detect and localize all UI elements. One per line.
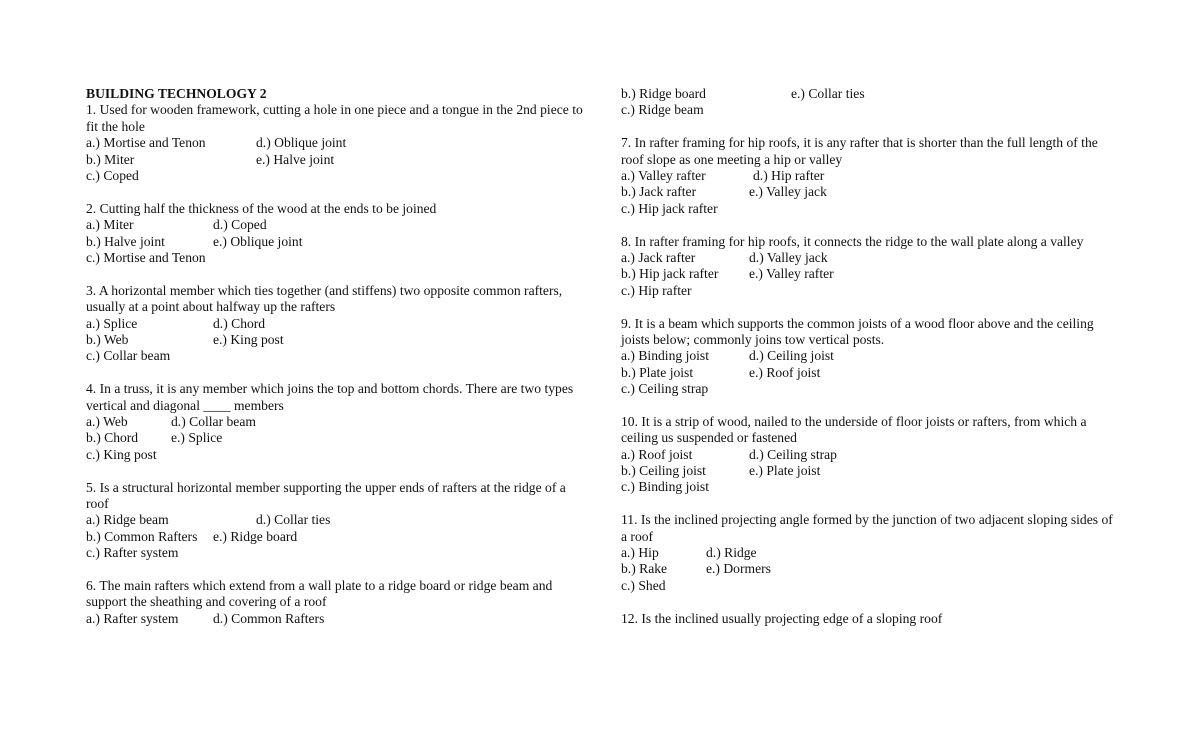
option-c: c.) Hip jack rafter <box>621 200 718 216</box>
option-e: e.) Roof joist <box>749 364 821 380</box>
left-column <box>86 86 586 627</box>
question-stem: 5. Is a structural horizontal member supporting the upper ends of rafters at the ridge of a roof <box>86 479 566 511</box>
option-a: a.) Miter <box>86 217 134 233</box>
option-c: c.) Collar beam <box>86 348 171 364</box>
option-b: b.) Rake <box>621 561 668 577</box>
option-c: c.) Coped <box>86 168 139 183</box>
question-stem: 3. A horizontal member which ties together (and stiffens) two opposite common rafters, usually at a point about halfway up the rafters <box>86 282 563 315</box>
option-b: b.) Ridge board <box>621 86 706 101</box>
option-a: a.) Valley rafter <box>621 167 706 183</box>
question-10 <box>621 414 1116 496</box>
question-stem: 7. In rafter framing for hip roofs, it is any rafter that is shorter than the full length of the roof slope as one meeting a hip or valley <box>621 135 1098 167</box>
option-c: c.) Ridge beam <box>621 102 704 118</box>
option-e: e.) Ridge board <box>213 528 298 544</box>
option-b: b.) Chord <box>86 430 139 446</box>
option-c: c.) Shed <box>621 577 666 593</box>
option-d: d.) Common Rafters <box>213 610 325 626</box>
question-stem: 6. The main rafters which extend from a wall plate to a ridge board or ridge beam and support the sheathing and covering of a roof <box>86 577 553 610</box>
option-e: e.) Plate joist <box>749 463 821 479</box>
option-b: b.) Ceiling joist <box>621 463 706 479</box>
question-12 <box>621 611 1116 627</box>
option-a: a.) Splice <box>86 315 138 331</box>
option-a: a.) Rafter system <box>86 610 179 626</box>
option-a: a.) Jack rafter <box>621 249 696 265</box>
option-d: d.) Chord <box>213 315 266 331</box>
question-stem: 11. Is the inclined projecting angle formed by the junction of two adjacent sloping sides of a roof <box>621 512 1113 544</box>
option-e: e.) Oblique joint <box>213 233 303 249</box>
option-b: b.) Halve joint <box>86 233 165 249</box>
option-d: d.) Collar ties <box>256 512 331 528</box>
question-9 <box>621 316 1116 398</box>
question-1 <box>86 102 586 184</box>
option-d: d.) Coped <box>213 217 267 233</box>
option-e: e.) Splice <box>171 430 223 446</box>
question-stem: 1. Used for wooden framework, cutting a hole in one piece and a tongue in the 2nd piece to fit the hole <box>86 102 583 134</box>
question-stem: 10. It is a strip of wood, nailed to the underside of floor joists or rafters, from which a ceiling us suspended or fastened <box>621 413 1087 446</box>
option-e: e.) King post <box>213 331 284 347</box>
option-b: b.) Web <box>86 331 129 347</box>
option-b: b.) Hip jack rafter <box>621 266 719 282</box>
question-stem: 12. Is the inclined usually projecting edge of a sloping roof <box>621 610 943 626</box>
option-d: d.) Collar beam <box>171 413 256 429</box>
question-6 <box>86 578 586 627</box>
option-a: a.) Mortise and Tenon <box>86 135 206 151</box>
question-8 <box>621 234 1116 300</box>
option-b: b.) Plate joist <box>621 364 694 380</box>
option-b: b.) Common Rafters <box>86 528 198 544</box>
option-c: c.) King post <box>86 446 157 462</box>
question-stem: 2. Cutting half the thickness of the wood at the ends to be joined <box>86 200 437 216</box>
right-column <box>621 86 1116 627</box>
option-e: e.) Halve joint <box>256 151 335 167</box>
option-a: a.) Roof joist <box>621 446 693 462</box>
option-d: d.) Ceiling strap <box>749 446 837 462</box>
option-d: d.) Ridge <box>706 545 757 561</box>
option-a: a.) Binding joist <box>621 348 709 364</box>
option-a: a.) Ridge beam <box>86 512 169 528</box>
question-stem: 9. It is a beam which supports the common joists of a wood floor above and the ceiling joists below; commonly joins tow vertical posts. <box>621 315 1094 347</box>
option-e: e.) Dormers <box>706 561 771 577</box>
question-7 <box>621 135 1116 217</box>
option-e: e.) Valley rafter <box>749 266 834 282</box>
option-d: d.) Valley jack <box>749 249 828 265</box>
option-b: b.) Miter <box>86 151 135 167</box>
option-c: c.) Rafter system <box>86 545 179 561</box>
option-c: c.) Ceiling strap <box>621 381 709 397</box>
option-a: a.) Web <box>86 413 128 429</box>
question-2 <box>86 201 586 267</box>
option-e: e.) Collar ties <box>791 86 865 101</box>
question-6-continued <box>621 86 1116 119</box>
question-11 <box>621 512 1116 594</box>
question-4 <box>86 381 586 463</box>
question-3 <box>86 283 586 365</box>
option-b: b.) Jack rafter <box>621 184 697 200</box>
document-title: BUILDING TECHNOLOGY 2 <box>86 86 267 101</box>
question-stem: 4. In a truss, it is any member which joins the top and bottom chords. There are two types vertical and diagonal ____ members <box>86 381 574 413</box>
option-c: c.) Binding joist <box>621 479 709 495</box>
option-c: c.) Mortise and Tenon <box>86 249 206 265</box>
question-stem: 8. In rafter framing for hip roofs, it connects the ridge to the wall plate along a valley <box>621 233 1084 249</box>
question-5 <box>86 480 586 562</box>
option-d: d.) Hip rafter <box>753 167 825 183</box>
option-a: a.) Hip <box>621 545 659 561</box>
option-d: d.) Oblique joint <box>256 135 347 151</box>
option-c: c.) Hip rafter <box>621 282 692 298</box>
option-e: e.) Valley jack <box>749 184 827 200</box>
option-d: d.) Ceiling joist <box>749 348 834 364</box>
